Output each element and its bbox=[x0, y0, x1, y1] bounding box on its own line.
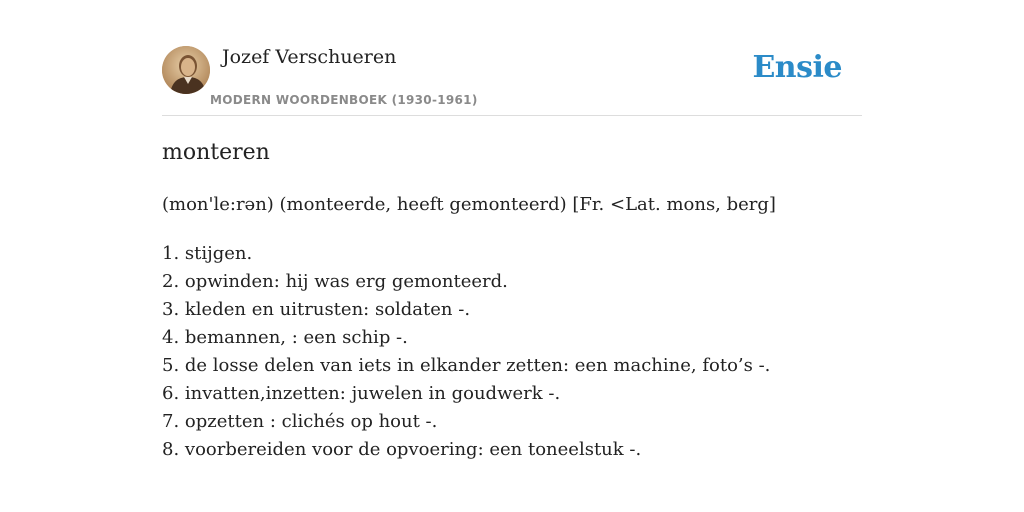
entry-card bbox=[162, 0, 862, 512]
author-avatar[interactable] bbox=[162, 46, 210, 94]
author-portrait-icon bbox=[162, 46, 210, 94]
entry-term: monteren bbox=[162, 140, 270, 165]
definition-item: 6. invatten,inzetten: juwelen in goudwerk -. bbox=[162, 383, 561, 404]
definition-item: 3. kleden en uitrusten: soldaten -. bbox=[162, 299, 471, 320]
entry-etymology: (mon'le:rən) (monteerde, heeft gemonteerd) [Fr. <Lat. mons, berg] bbox=[162, 194, 776, 215]
definition-item: 4. bemannen, : een schip -. bbox=[162, 327, 408, 348]
entry-header bbox=[162, 0, 862, 116]
author-name[interactable]: Jozef Verschueren bbox=[222, 46, 397, 68]
definition-item: 1. stijgen. bbox=[162, 243, 253, 264]
site-logo[interactable]: Ensie bbox=[752, 50, 842, 85]
source-dictionary[interactable]: MODERN WOORDENBOEK (1930-1961) bbox=[210, 93, 478, 107]
definitions-list bbox=[162, 240, 770, 464]
definition-item: 2. opwinden: hij was erg gemonteerd. bbox=[162, 271, 508, 292]
definition-item: 7. opzetten : clichés op hout -. bbox=[162, 411, 438, 432]
definition-item: 8. voorbereiden voor de opvoering: een toneelstuk -. bbox=[162, 439, 642, 460]
definition-item: 5. de losse delen van iets in elkander zetten: een machine, foto’s -. bbox=[162, 355, 771, 376]
